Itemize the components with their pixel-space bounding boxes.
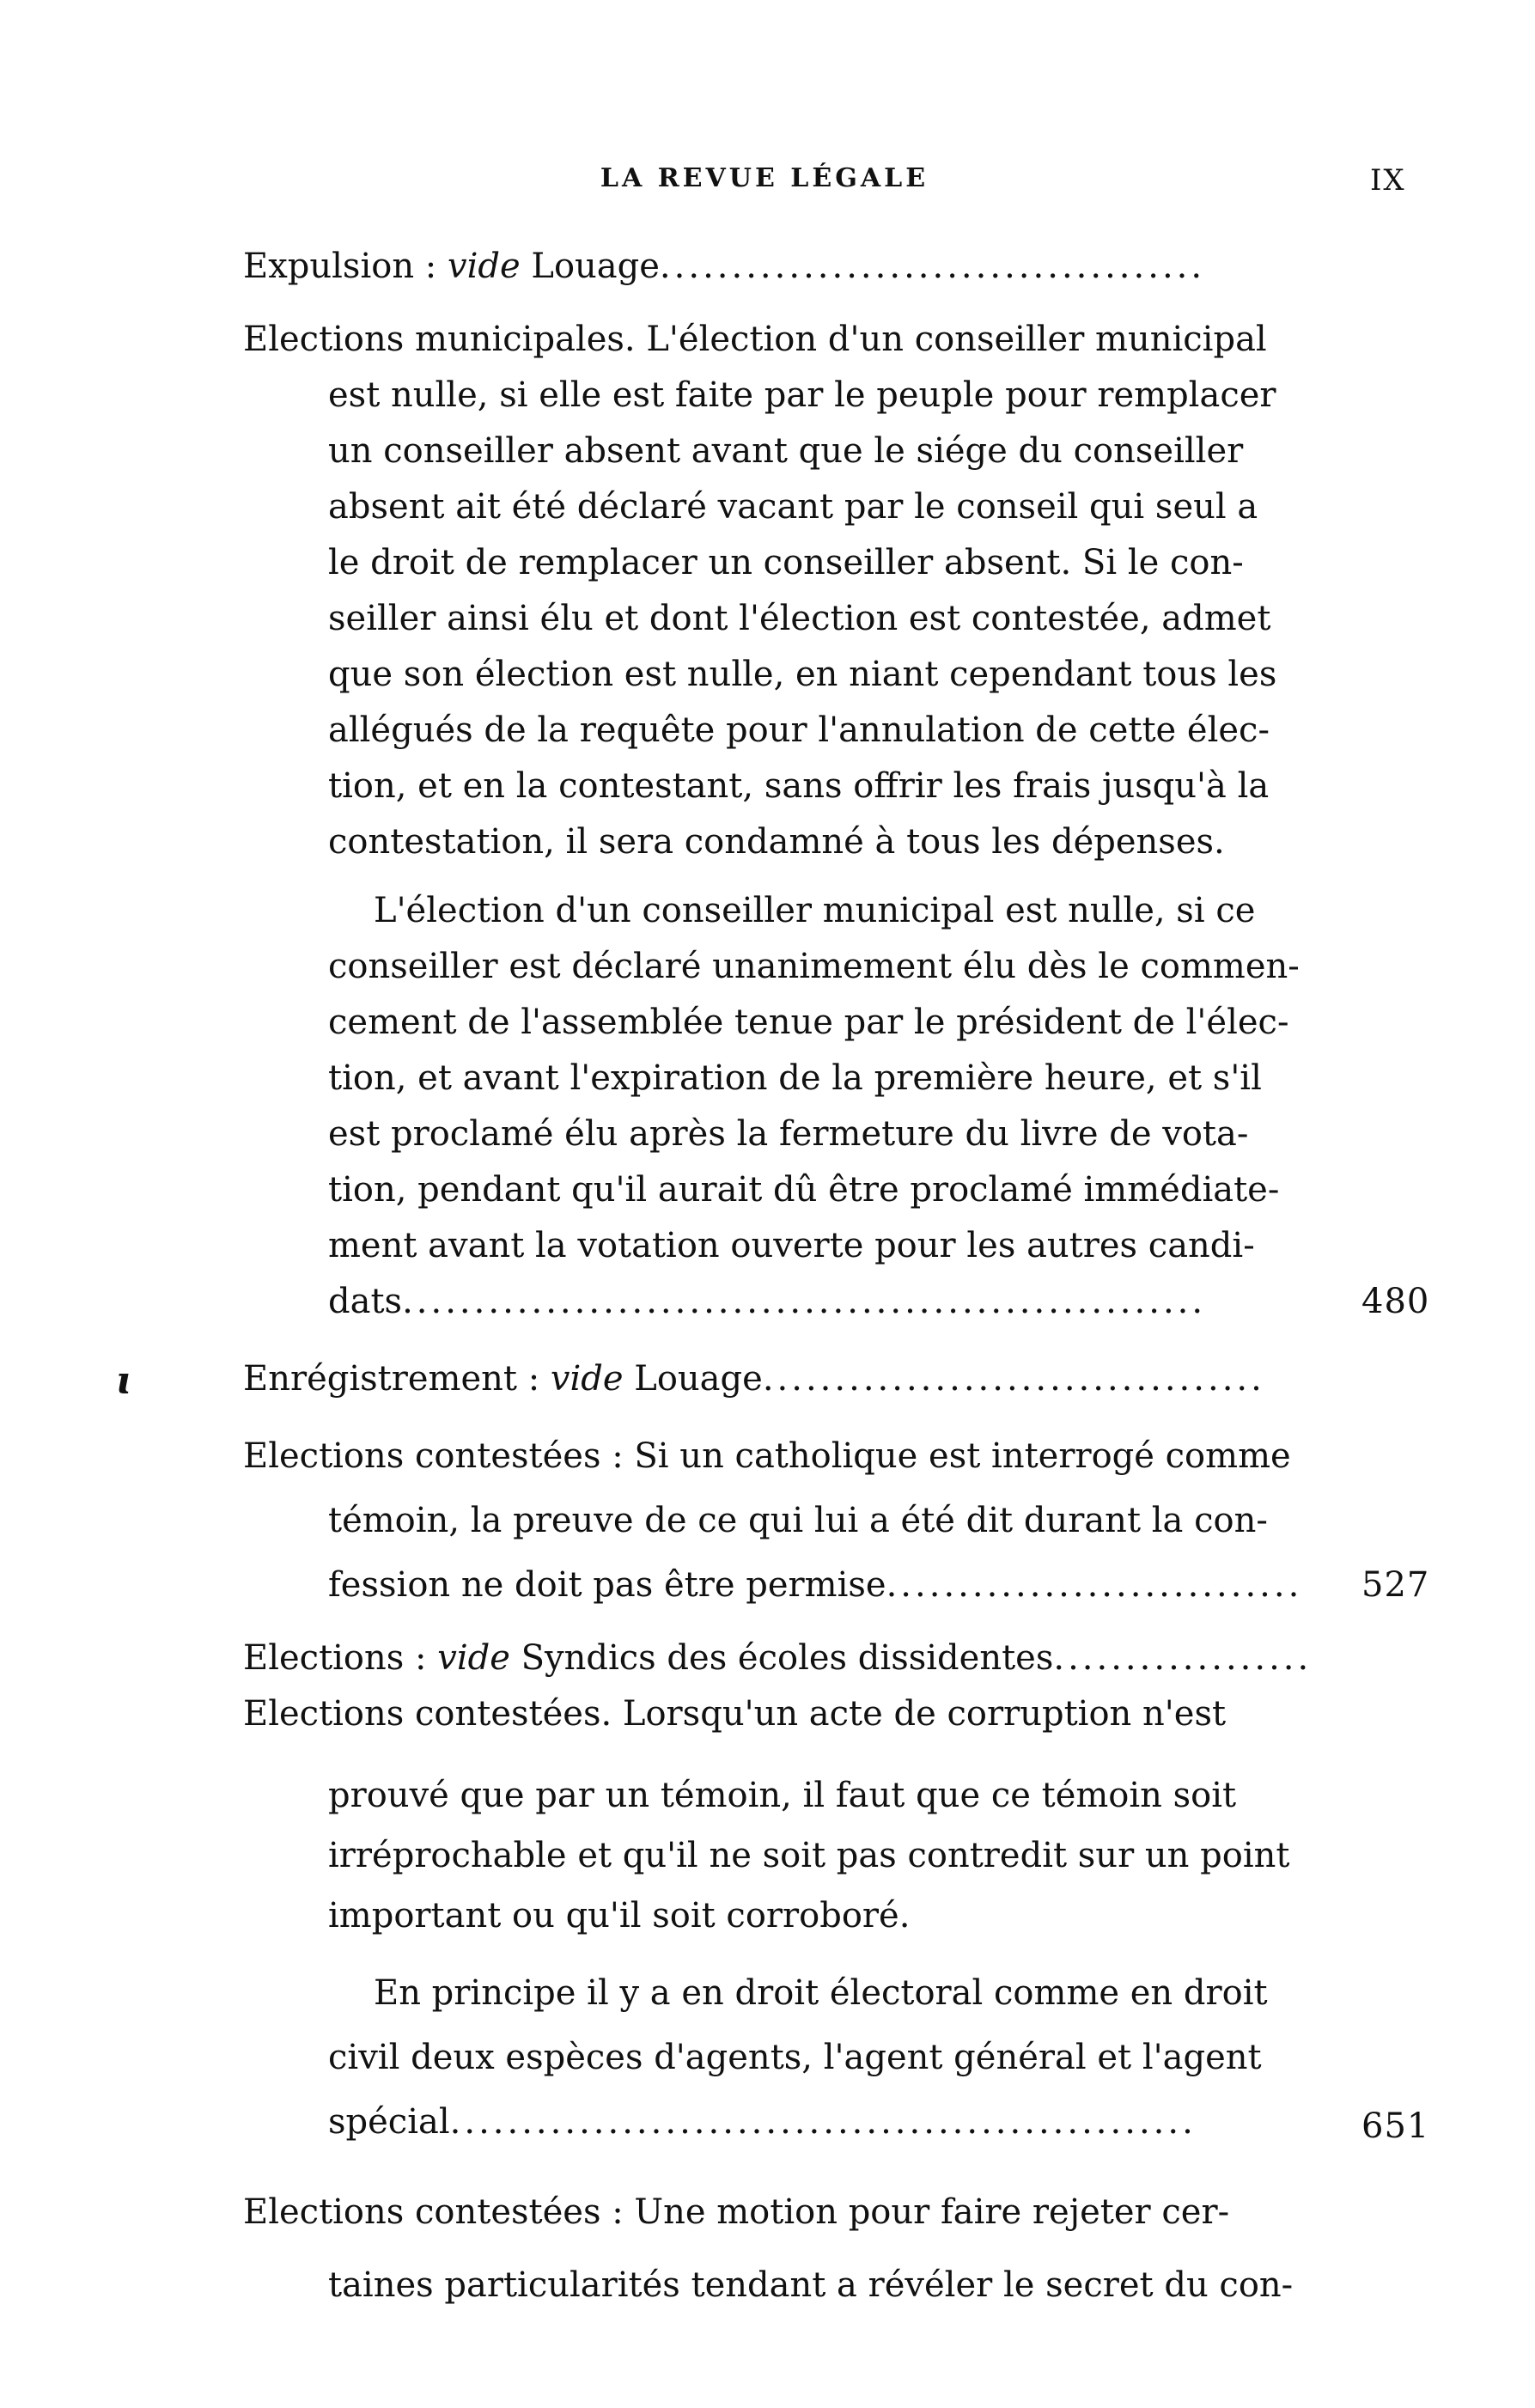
- entry-line: tion, et avant l'expiration de la première heure, et s'il: [328, 1058, 1262, 1098]
- entry-line: Elections contestées. Lorsqu'un acte de corruption n'est: [243, 1694, 1227, 1734]
- entry-line: le droit de remplacer un conseiller absent. Si le con-: [328, 543, 1244, 582]
- entry-line: conseiller est déclaré unanimement élu dès le commen-: [328, 947, 1300, 986]
- entry-line: que son élection est nulle, en niant cependant tous les: [328, 655, 1277, 694]
- entry-target: Louage: [623, 1359, 763, 1399]
- entry-line-last: [328, 2102, 1197, 2146]
- index-entry-elections: [243, 1638, 1313, 1682]
- entry-target: Syndics des écoles dissidentes: [509, 1638, 1054, 1678]
- entry-last-text: fession ne doit pas être permise: [328, 1565, 886, 1605]
- page-reference: 480: [1361, 1282, 1430, 1321]
- dot-leader: ........................................................: [402, 1282, 1207, 1321]
- entry-target: Louage: [520, 247, 660, 286]
- entry-line: un conseiller absent avant que le siége du conseiller: [328, 431, 1244, 471]
- entry-line-last: [328, 1284, 1206, 1326]
- entry-line: allégués de la requête pour l'annulation de cette élec-: [328, 710, 1270, 750]
- entry-line: L'élection d'un conseiller municipal est nulle, si ce: [374, 891, 1256, 930]
- entry-line: est nulle, si elle est faite par le peuple pour remplacer: [328, 375, 1276, 415]
- entry-line: prouvé que par un témoin, il faut que ce témoin soit: [328, 1776, 1237, 1815]
- page-reference: 527: [1361, 1565, 1430, 1605]
- dot-leader: ......................................: [659, 247, 1206, 286]
- index-entry-enregistrement: [243, 1359, 1265, 1403]
- index-entry-expulsion: [243, 249, 1205, 290]
- entry-line-last: [328, 1565, 1303, 1609]
- vide-label: vide: [550, 1359, 624, 1399]
- entry-line: ment avant la votation ouverte pour les autres candi-: [328, 1226, 1255, 1265]
- entry-head: Expulsion :: [243, 247, 448, 286]
- entry-line: seiller ainsi élu et dont l'élection est contestée, admet: [328, 599, 1271, 638]
- entry-line: En principe il y a en droit électoral comme en droit: [374, 1973, 1268, 2013]
- entry-line: civil deux espèces d'agents, l'agent général et l'agent: [328, 2038, 1262, 2077]
- entry-line: irréprochable et qu'il ne soit pas contredit sur un point: [328, 1836, 1290, 1875]
- entry-line: tion, pendant qu'il aurait dû être proclamé immédiate-: [328, 1170, 1280, 1210]
- dot-leader: .............................: [886, 1565, 1303, 1605]
- entry-line: taines particularités tendant a révéler le secret du con-: [328, 2265, 1294, 2305]
- entry-line: absent ait été déclaré vacant par le conseil qui seul a: [328, 487, 1258, 527]
- entry-last-text: spécial: [328, 2102, 450, 2142]
- margin-mark: ɩ: [116, 1359, 131, 1403]
- entry-last-text: dats: [328, 1282, 403, 1321]
- entry-line: témoin, la preuve de ce qui lui a été dit durant la con-: [328, 1501, 1268, 1540]
- entry-head: Elections :: [243, 1638, 438, 1678]
- entry-line: important ou qu'il soit corroboré.: [328, 1896, 911, 1936]
- entry-line: est proclamé élu après la fermeture du livre de vota-: [328, 1114, 1249, 1154]
- entry-line: cement de l'assemblée tenue par le président de l'élec-: [328, 1003, 1289, 1042]
- dot-leader: ....................................................: [449, 2102, 1197, 2142]
- entry-line: contestation, il sera condamné à tous les dépenses.: [328, 822, 1225, 862]
- entry-line: Elections contestées : Si un catholique est interrogé comme: [243, 1436, 1291, 1476]
- vide-label: vide: [448, 247, 521, 286]
- page-reference: 651: [1361, 2106, 1430, 2146]
- dot-leader: ...................................: [762, 1359, 1265, 1399]
- entry-line: tion, et en la contestant, sans offrir les frais jusqu'à la: [328, 766, 1270, 806]
- dot-leader: ..................: [1053, 1638, 1313, 1678]
- entry-head: Enrégistrement :: [243, 1359, 551, 1399]
- entry-line: Elections contestées : Une motion pour faire rejeter cer-: [243, 2192, 1230, 2232]
- entry-line: Elections municipales. L'élection d'un conseiller municipal: [243, 320, 1267, 359]
- vide-label: vide: [437, 1638, 510, 1678]
- running-head: LA REVUE LÉGALE: [600, 163, 929, 193]
- page-number: IX: [1370, 163, 1406, 198]
